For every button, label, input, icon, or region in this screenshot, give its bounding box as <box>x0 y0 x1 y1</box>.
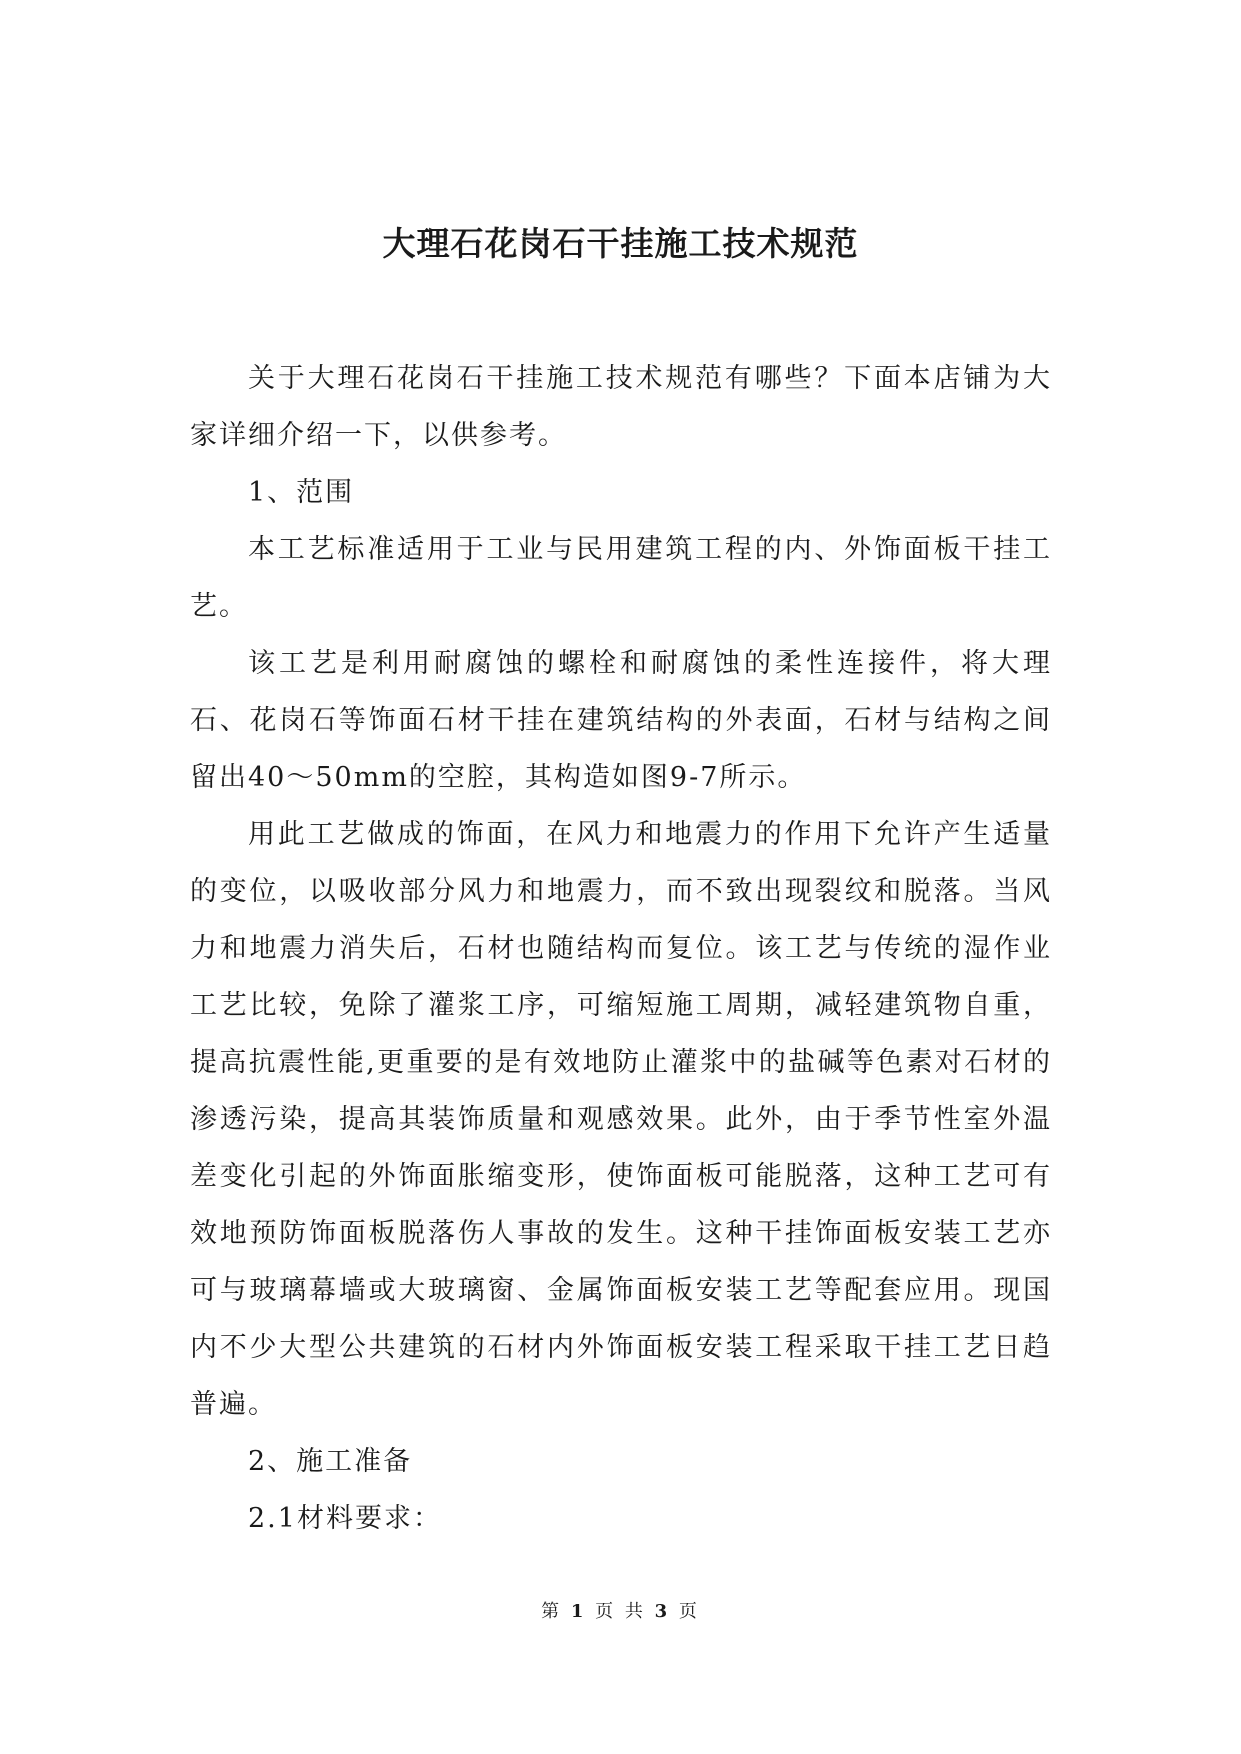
paragraph-advantages: 用此工艺做成的饰面，在风力和地震力的作用下允许产生适量的变位，以吸收部分风力和地震力，而不致出现裂纹和脱落。当风力和地震力消失后，石材也随结构而复位。该工艺与传统的湿作业工艺比较，免除了灌浆工序，可缩短施工周期，减轻建筑物自重，提高抗震性能,更重要的是有效地防止灌浆中的盐碱等色素对石材的渗透污染，提高其装饰质量和观感效果。此外，由于季节性室外温差变化引起的外饰面胀缩变形，使饰面板可能脱落，这种工艺可有效地预防饰面板脱落伤人事故的发生。这种干挂饰面板安装工艺亦可与玻璃幕墙或大玻璃窗、金属饰面板安装工艺等配套应用。现国内不少大型公共建筑的石材内外饰面板安装工程采取干挂工艺日趋普遍。 <box>190 819 1052 1420</box>
paragraph-intro: 关于大理石花岗石干挂施工技术规范有哪些？下面本店铺为大家详细介绍一下，以供参考。 <box>190 363 1052 451</box>
section-heading-preparation: 2、施工准备 <box>248 1446 413 1477</box>
paragraph-scope: 本工艺标准适用于工业与民用建筑工程的内、外饰面板干挂工艺。 <box>190 534 1052 622</box>
section-heading-scope: 1、范围 <box>248 477 355 508</box>
paragraph-method: 该工艺是利用耐腐蚀的螺栓和耐腐蚀的柔性连接件，将大理石、花岗石等饰面石材干挂在建筑结构的外表面，石材与结构之间留出40～50mm的空腔，其构造如图9-7所示。 <box>190 648 1052 793</box>
footer-total-pages: 3 <box>654 1601 671 1622</box>
document-body <box>190 350 1052 1547</box>
footer-prefix: 第 <box>541 1601 563 1622</box>
subsection-heading-materials: 2.1材料要求： <box>248 1503 442 1534</box>
document-title: 大理石花岗石干挂施工技术规范 <box>382 224 859 263</box>
footer-suffix: 页 <box>678 1601 700 1622</box>
page-footer <box>0 1600 1241 1624</box>
footer-current-page: 1 <box>570 1601 587 1622</box>
footer-middle: 页 共 <box>595 1601 646 1622</box>
